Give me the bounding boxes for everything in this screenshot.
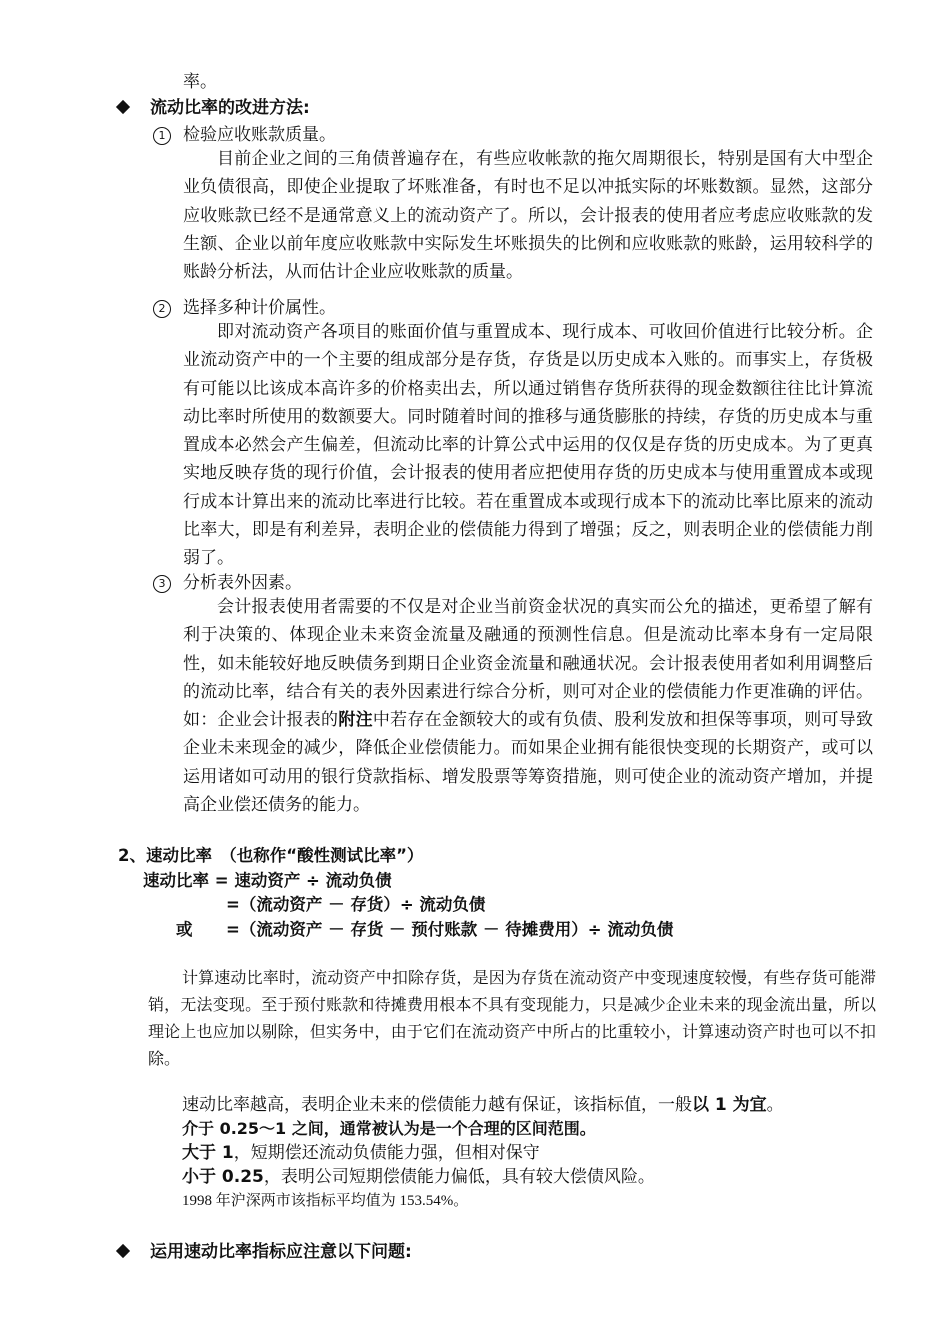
formula-1: 速动比率 = 速动资产 ÷ 流动负债	[143, 871, 392, 890]
circled-number-icon: 1	[153, 127, 171, 145]
line-bold-text: 大于 1	[182, 1143, 234, 1163]
continued-text: 率。	[183, 72, 217, 92]
line-bold-text: 小于 0.25	[182, 1167, 264, 1187]
item-1-title	[153, 123, 336, 147]
section-heading-improvement	[118, 96, 310, 120]
line-text: ，表明公司短期偿债能力偏低，具有较大偿债风险。	[263, 1167, 655, 1186]
diamond-bullet-icon	[116, 100, 130, 114]
item-3-body	[183, 593, 873, 819]
formula-3-prefix: 或	[176, 920, 193, 939]
item-2-title	[153, 296, 336, 320]
quick-ratio-heading: 2、速动比率 （也称作“酸性测试比率”）	[118, 846, 424, 865]
line-text: 。	[766, 1095, 784, 1114]
heading-text: 运用速动比率指标应注意以下问题:	[150, 1242, 412, 1262]
line-text: 速动比率越高，表明企业未来的偿债能力越有保证，该指标值，一般	[182, 1095, 692, 1114]
body-text: 中若存在金额较大的或有负债、股利发放和担保等事项，则可导致企业未来现金的减少，降低企业偿债能力。而如果企业拥有能很快变现的长期资产，或可以运用诸如可动用的银行贷款指标、增发股票等筹资措施，则可使企业的流动资产增加，并提高企业偿还债务的能力。	[183, 710, 874, 816]
quick-ratio-line-1	[182, 1093, 784, 1117]
item-3-title	[153, 571, 302, 595]
quick-ratio-line-4	[182, 1165, 655, 1189]
circled-number-icon: 2	[153, 300, 171, 318]
circled-number-icon: 3	[153, 575, 171, 593]
item-title-text: 检验应收账款质量。	[183, 125, 336, 145]
line-text: ，短期偿还流动负债能力强，但相对保守	[233, 1143, 540, 1162]
heading-text: 流动比率的改进方法:	[150, 98, 310, 118]
item-1-body: 目前企业之间的三角债普遍存在，有些应收帐款的拖欠周期很长，特别是国有大中型企业负债很高，即使企业提取了坏账准备，有时也不足以冲抵实际的坏账数额。显然，这部分应收账款已经不是通常意义上的流动资产了。所以，会计报表的使用者应考虑应收账款的发生额、企业以前年度应收账款中实际发生坏账损失的比例和应收账款的账龄，运用较科学的账龄分析法，从而估计企业应收账款的质量。	[183, 149, 873, 283]
quick-ratio-line-3	[182, 1141, 540, 1165]
section-heading-notes	[118, 1240, 412, 1264]
item-title-text: 选择多种计价属性。	[183, 298, 336, 318]
quick-ratio-explanation: 计算速动比率时，流动资产中扣除存货，是因为存货在流动资产中变现速度较慢，有些存货可能滞销，无法变现。至于预付账款和待摊费用根本不具有变现能力，只是减少企业未来的现金流出量，所以理论上也应加以剔除，但实务中，由于它们在流动资产中所占的比重较小，计算速动资产时也可以不扣除。	[148, 970, 876, 1068]
quick-ratio-line-5: 1998 年沪深两市该指标平均值为 153.54%。	[182, 1193, 469, 1209]
body-text: 会计报表使用者需要的不仅是对企业当前资金状况的真实而公允的描述，更希望了解有利于决策的、体现企业未来资金流量及融通的预测性信息。但是流动比率本身有一定局限性，如未能较好地反映债务到期日企业资金流量和融通状况。会计报表使用者如利用调整后的流动比率，结合有关的表外因素进行综合分析，则可对企业的偿债能力作更准确的评估。如：企业会计报表的	[183, 597, 873, 731]
body-bold-text: 附注	[338, 710, 373, 731]
diamond-bullet-icon	[116, 1244, 130, 1258]
quick-ratio-line-2: 介于 0.25～1 之间，通常被认为是一个合理的区间范围。	[182, 1119, 596, 1138]
item-title-text: 分析表外因素。	[183, 573, 302, 593]
item-2-body: 即对流动资产各项目的账面价值与重置成本、现行成本、可收回价值进行比较分析。企业流动资产中的一个主要的组成部分是存货，存货是以历史成本入账的。而事实上，存货极有可能以比该成本高许多的价格卖出去，所以通过销售存货所获得的现金数额往往比计算流动比率时所使用的数额要大。同时随着时间的推移与通货膨胀的持续，存货的历史成本与重置成本必然会产生偏差，但流动比率的计算公式中运用的仅仅是存货的历史成本。为了更真实地反映存货的现行价值，会计报表的使用者应把使用存货的历史成本与使用重置成本或现行成本计算出来的流动比率进行比较。若在重置成本或现行成本下的流动比率比原来的流动比率大，即是有利差异，表明企业的偿债能力得到了增强；反之，则表明企业的偿债能力削弱了。	[183, 322, 873, 569]
line-bold-text: 以 1 为宜	[692, 1095, 767, 1115]
formula-2: =（流动资产 － 存货）÷ 流动负债	[226, 895, 486, 914]
formula-3: =（流动资产 － 存货 － 预付账款 － 待摊费用）÷ 流动负债	[226, 920, 674, 939]
